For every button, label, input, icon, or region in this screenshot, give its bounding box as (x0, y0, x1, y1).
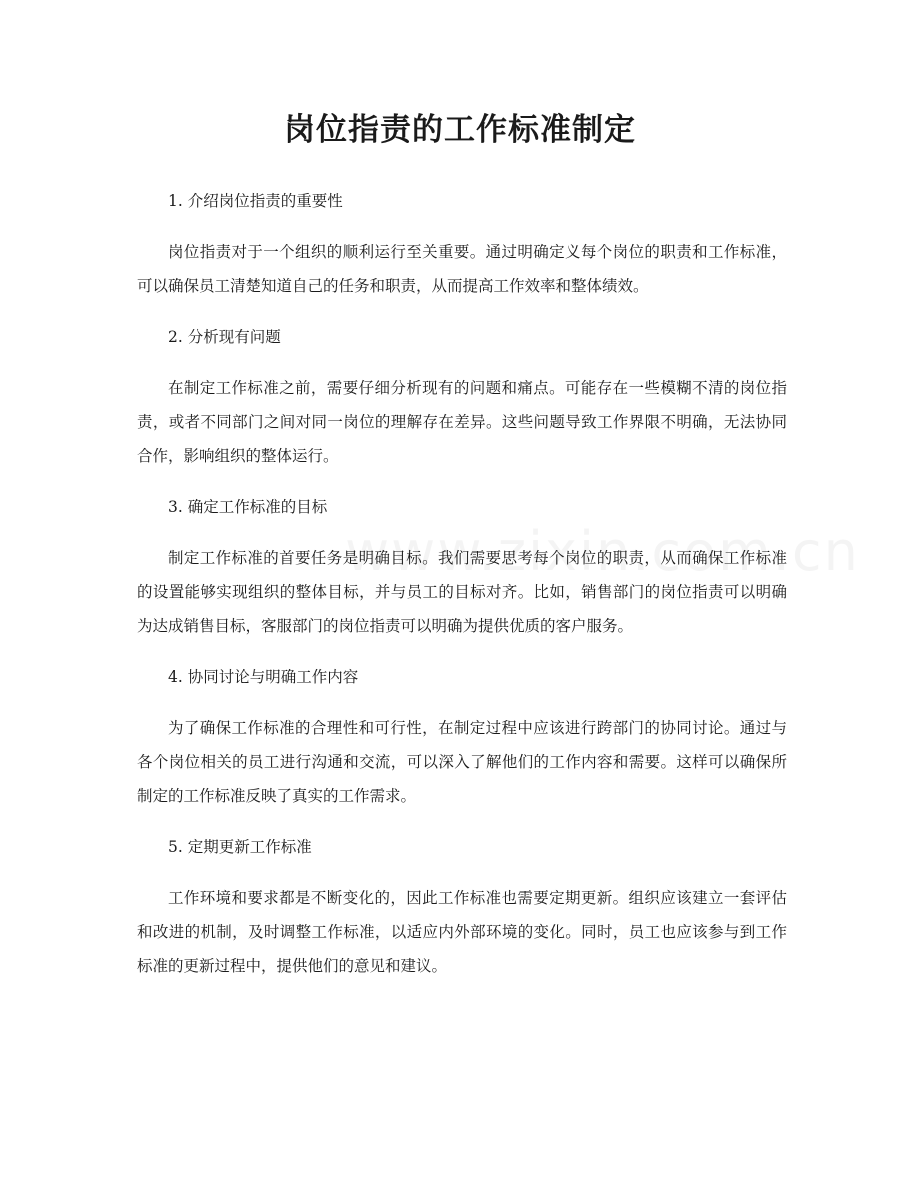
section-heading: 5. 定期更新工作标准 (168, 838, 312, 856)
section-heading: 4. 协同讨论与明确工作内容 (168, 668, 359, 686)
section-paragraph: 为了确保工作标准的合理性和可行性，在制定过程中应该进行跨部门的协同讨论。通过与各个岗位相关的员工进行沟通和交流，可以深入了解他们的工作内容和需要。这样可以确保所制定的工作标准反映了真实的工作需求。 (137, 719, 787, 805)
section-paragraph: 岗位指责对于一个组织的顺利运行至关重要。通过明确定义每个岗位的职责和工作标准，可以确保员工清楚知道自己的任务和职责，从而提高工作效率和整体绩效。 (137, 243, 787, 295)
document-body (137, 184, 787, 1000)
section-heading: 1. 介绍岗位指责的重要性 (168, 192, 343, 210)
section-heading: 2. 分析现有问题 (168, 328, 281, 346)
section-1 (137, 184, 787, 303)
section-paragraph: 工作环境和要求都是不断变化的，因此工作标准也需要定期更新。组织应该建立一套评估和改进的机制，及时调整工作标准，以适应内外部环境的变化。同时，员工也应该参与到工作标准的更新过程中，提供他们的意见和建议。 (137, 889, 787, 975)
section-3 (137, 490, 787, 643)
section-paragraph: 制定工作标准的首要任务是明确目标。我们需要思考每个岗位的职责，从而确保工作标准的设置能够实现组织的整体目标，并与员工的目标对齐。比如，销售部门的岗位指责可以明确为达成销售目标，客服部门的岗位指责可以明确为提供优质的客户服务。 (137, 549, 787, 635)
section-5 (137, 830, 787, 983)
section-paragraph: 在制定工作标准之前，需要仔细分析现有的问题和痛点。可能存在一些模糊不清的岗位指责，或者不同部门之间对同一岗位的理解存在差异。这些问题导致工作界限不明确，无法协同合作，影响组织的整体运行。 (137, 379, 787, 465)
section-4 (137, 660, 787, 813)
section-2 (137, 320, 787, 473)
page-title: 岗位指责的工作标准制定 (284, 112, 636, 148)
section-heading: 3. 确定工作标准的目标 (168, 498, 328, 516)
